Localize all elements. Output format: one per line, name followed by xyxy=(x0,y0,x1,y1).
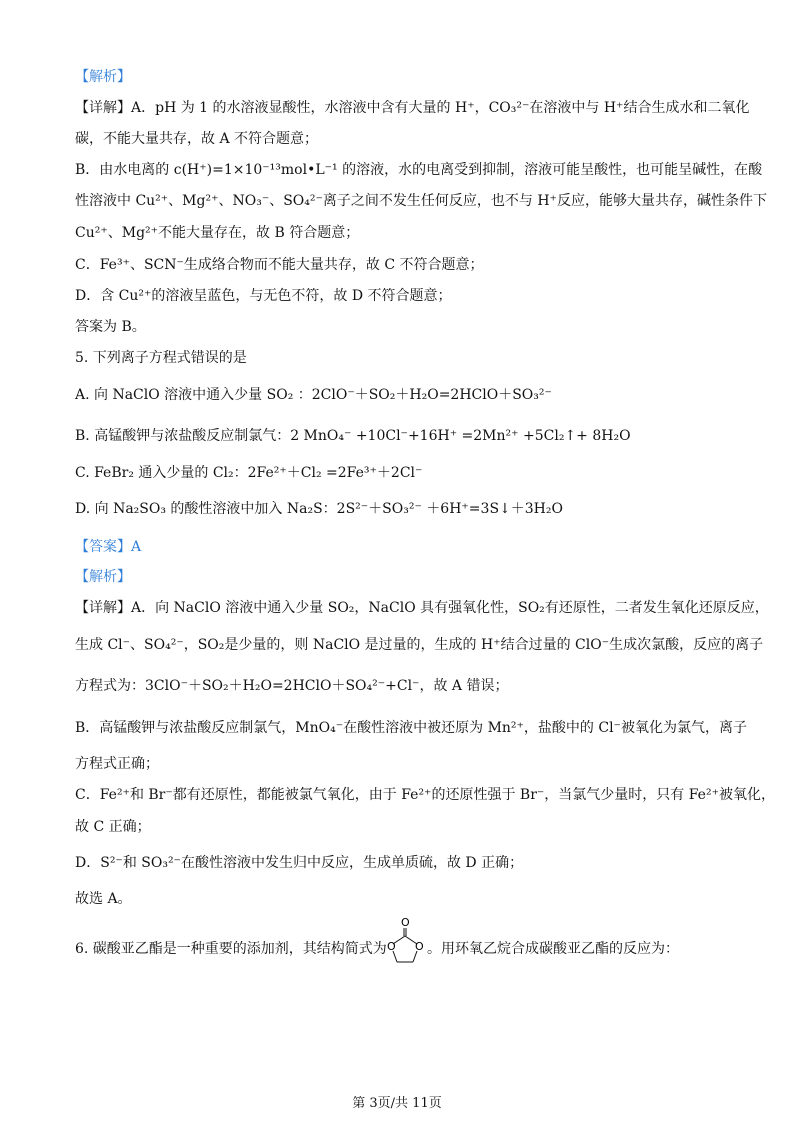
q5-option-c: C. FeBr₂ 通入少量的 Cl₂：2Fe²⁺＋Cl₂ =2Fe³⁺＋2Cl⁻ xyxy=(75,465,423,481)
answer-line-1: 答案为 B。 xyxy=(75,319,146,335)
detail2-line-2: 生成 Cl⁻、SO₄²⁻，SO₂是少量的，则 NaClO 是过量的，生成的 H⁺结合过量的 ClO⁻生成次氯酸，反应的离子 xyxy=(75,637,764,653)
question-6 xyxy=(75,916,734,958)
struct-o-top: O xyxy=(401,916,410,929)
page-footer: 第 3页/共 11页 xyxy=(352,1096,442,1111)
detail-b-line-3: Cu²⁺、Mg²⁺不能大量存在，故 B 符合题意； xyxy=(75,225,360,241)
detail-b-line-1: B．由水电离的 c(H⁺)=1×10⁻¹³mol•L⁻¹ 的溶液，水的电离受到抑制，溶液可能呈酸性，也可能呈碱性，在酸 xyxy=(75,162,763,178)
q5-option-d: D. 向 Na₂SO₃ 的酸性溶液中加入 Na₂S：2S²⁻＋SO₃²⁻ ＋6H⁺=3S↓＋3H₂O xyxy=(75,501,563,517)
answer-tag: 【答案】A xyxy=(75,539,142,555)
detail-a-line-2: 碳，不能大量共存，故 A 不符合题意； xyxy=(75,131,319,147)
detail-a-line-1: 【详解】A．pH 为 1 的水溶液显酸性，水溶液中含有大量的 H⁺，CO₃²⁻在溶液中与 H⁺结合生成水和二氧化 xyxy=(75,100,750,116)
detail-b-line-2: 性溶液中 Cu²⁺、Mg²⁺、NO₃⁻、SO₄²⁻离子之间不发生任何反应，也不与 H⁺反应，能够大量共存，碱性条件下 xyxy=(75,193,767,209)
detail2-line-7: 故 C 正确； xyxy=(75,819,151,835)
q5-option-b: B. 高锰酸钾与浓盐酸反应制氯气：2 MnO₄⁻ +10Cl⁻+16H⁺ =2Mn²⁺ +5Cl₂↑+ 8H₂O xyxy=(75,428,631,444)
struct-o-right: O xyxy=(415,940,424,953)
detail2-line-9: 故选 A。 xyxy=(75,891,132,907)
analysis-header-1: 【解析】 xyxy=(75,69,131,85)
question-6-suffix: 。用环氧乙烷合成碳酸亚乙酯的反应为： xyxy=(427,941,679,957)
detail2-line-5: 方程式正确； xyxy=(75,756,159,772)
detail2-line-6: C．Fe²⁺和 Br⁻都有还原性，都能被氯气氧化，由于 Fe²⁺的还原性强于 Br⁻，当氯气少量时，只有 Fe²⁺被氧化， xyxy=(75,787,775,803)
struct-o-left: O xyxy=(387,940,396,953)
detail2-line-4: B．高锰酸钾与浓盐酸反应制氯气，MnO₄⁻在酸性溶液中被还原为 Mn²⁺，盐酸中的 Cl⁻被氧化为氯气，离子 xyxy=(75,720,747,736)
q5-option-a: A. 向 NaClO 溶液中通入少量 SO₂ ：2ClO⁻＋SO₂＋H₂O=2HClO＋SO₃²⁻ xyxy=(75,387,552,403)
detail2-line-3: 方程式为：3ClO⁻＋SO₂＋H₂O=2HClO＋SO₄²⁻+Cl⁻，故 A 错误； xyxy=(75,678,509,694)
detail2-line-8: D．S²⁻和 SO₃²⁻在酸性溶液中发生归中反应，生成单质硫，故 D 正确； xyxy=(75,855,524,871)
detail2-line-1: 【详解】A．向 NaClO 溶液中通入少量 SO₂，NaClO 具有强氧化性，SO₂有还原性，二者发生氧化还原反应， xyxy=(75,600,769,616)
ethylene-carbonate-structure xyxy=(385,916,425,966)
detail-d-line: D．含 Cu²⁺的溶液呈蓝色，与无色不符，故 D 不符合题意； xyxy=(75,288,452,304)
detail-c-line: C．Fe³⁺、SCN⁻生成络合物而不能大量共存，故 C 不符合题意； xyxy=(75,257,484,273)
question-6-prefix: 6. 碳酸亚乙酯是一种重要的添加剂，其结构简式为 xyxy=(75,941,387,957)
analysis-header-2: 【解析】 xyxy=(75,569,131,585)
question-5: 5. 下列离子方程式错误的是 xyxy=(75,350,247,366)
